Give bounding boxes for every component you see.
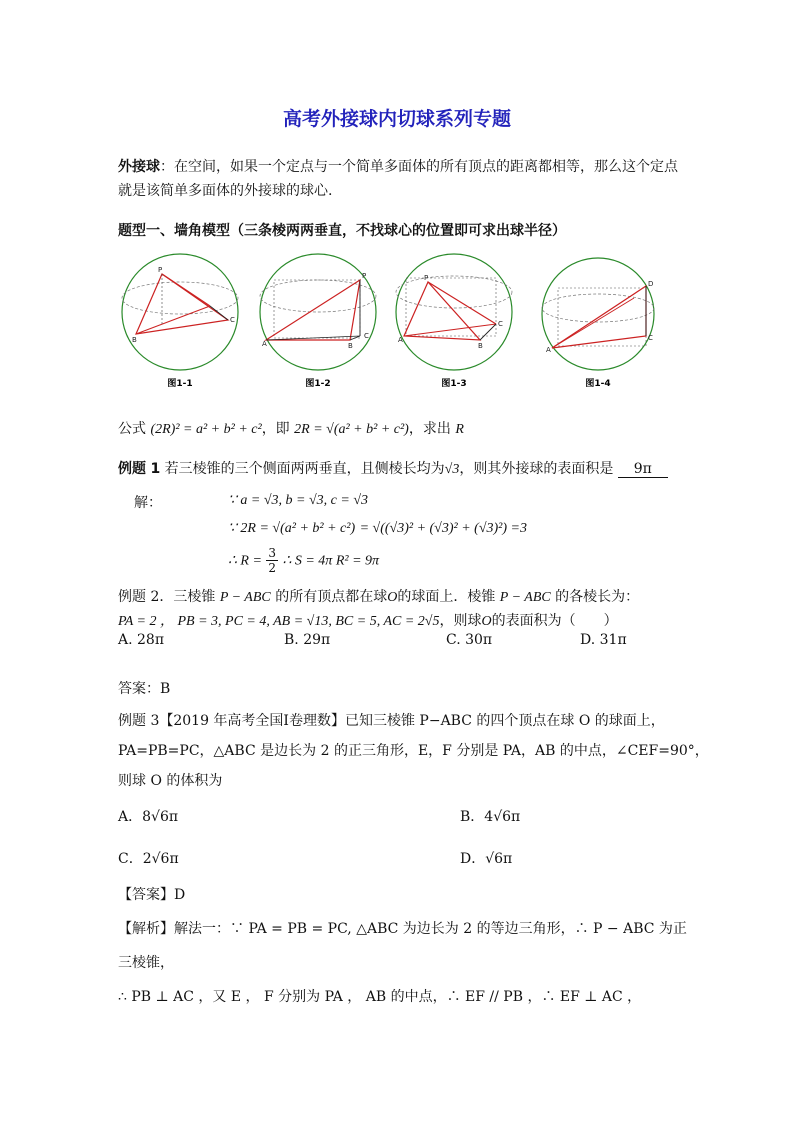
example-1-step-3b: ∴ S = 4π R² = 9π xyxy=(282,553,380,569)
formula-mid: ，即 xyxy=(261,421,290,437)
example-3-analysis-3: ∴ PB ⊥ AC ，又 E ， F 分别为 PA ， AB 的中点，∴ EF // PB ，∴ EF ⊥ AC ， xyxy=(118,989,642,1005)
svg-text:P: P xyxy=(424,274,429,282)
example-3-line-1: 例题 3【2019 年高考全国Ⅰ卷理数】已知三棱锥 P−ABC 的四个顶点在球 O 的球面上， xyxy=(118,713,665,729)
svg-text:C: C xyxy=(498,320,503,328)
fraction-denominator: 2 xyxy=(268,561,276,575)
example-2-option-d: D. 31π xyxy=(580,632,627,648)
example-2-part-a: 例题 2．三棱锥 xyxy=(118,589,216,605)
svg-text:D: D xyxy=(648,280,654,288)
svg-text:C: C xyxy=(230,316,235,324)
example-3-analysis-1: 【解析】解法一：∵ PA = PB = PC, △ABC 为边长为 2 的等边三角形，∴ P − ABC 为正 xyxy=(118,921,687,937)
example-3-answer: 【答案】D xyxy=(118,887,186,903)
example-2-part-b: P − ABC xyxy=(219,590,271,605)
example-1-step-2a: ∵ 2R = √(a² + b² + c²) xyxy=(228,521,356,536)
svg-text:A: A xyxy=(546,346,551,354)
example-3-analysis-2: 三棱锥， xyxy=(118,955,174,971)
example-3-option-b: B．4√6π xyxy=(460,809,521,825)
definition-term: 外接球 xyxy=(118,159,160,175)
formula-eq-1: (2R)² = a² + b² + c² xyxy=(150,422,262,437)
example-3-line-3: 则球 O 的体积为 xyxy=(118,773,223,789)
example-2-part-c: 的所有顶点都在球 xyxy=(275,589,388,605)
svg-text:B: B xyxy=(348,342,353,350)
fraction-numerator: 3 xyxy=(268,546,276,560)
example-1-step-3 xyxy=(228,546,379,575)
example-3-option-c: C．2√6π xyxy=(118,851,179,867)
example-2-line-1 xyxy=(118,586,639,606)
example-2-part-h: ，则球 xyxy=(439,613,482,629)
example-2-part-e: 的球面上．棱锥 xyxy=(397,589,496,605)
svg-text:B: B xyxy=(132,336,137,344)
example-1-step-1: ∵ a = √3, b = √3, c = √3 xyxy=(228,493,369,508)
example-1-text: 若三棱锥的三个侧面两两垂直，且侧棱长均为 xyxy=(164,461,445,477)
example-2-line-2 xyxy=(118,610,618,630)
page-title: 高考外接球内切球系列专题 xyxy=(282,108,511,130)
svg-text:B: B xyxy=(478,342,483,350)
figures-row xyxy=(118,248,678,394)
example-2-part-j: 的表面积为（ ） xyxy=(491,613,618,629)
formula-var: R xyxy=(455,422,464,437)
svg-text:C: C xyxy=(648,334,653,342)
fraction-three-halves xyxy=(266,546,278,575)
svg-text:C: C xyxy=(364,332,369,340)
example-1-answer-blank: 9π xyxy=(618,461,668,478)
formula-suffix: ，求出 xyxy=(408,421,451,437)
figure-1-1 xyxy=(122,254,238,389)
example-2-option-c: C. 30π xyxy=(446,632,493,648)
example-2-answer: 答案：B xyxy=(118,681,171,697)
example-1-step-2 xyxy=(228,520,527,537)
example-2-option-b: B. 29π xyxy=(284,632,331,648)
example-1-step-2b: = √((√3)² + (√3)² + (√3)²) =3 xyxy=(359,521,527,536)
example-2-lengths: PA = 2 ， PB = 3, PC = 4, AB = √13, BC = 5, AC = 2√5 xyxy=(118,614,440,629)
figure-1-3-caption: 图1-3 xyxy=(441,379,467,389)
example-2-part-i: O xyxy=(481,614,492,629)
example-2-part-d: O xyxy=(387,590,398,605)
formula-prefix: 公式 xyxy=(118,421,146,437)
svg-text:P: P xyxy=(362,272,367,280)
example-1-question xyxy=(118,458,668,478)
example-3-option-a: A．8√6π xyxy=(118,809,179,825)
definition-line-2: 就是该简单多面体的外接球的球心. xyxy=(118,183,333,199)
type1-heading: 题型一、墙角模型（三条棱两两垂直，不找球心的位置即可求出球半径） xyxy=(118,223,566,239)
example-2-option-a: A. 28π xyxy=(118,632,165,648)
example-1-number: 1 xyxy=(150,461,161,477)
example-1-step-3a: ∴ R = xyxy=(228,553,262,569)
example-2-part-g: 的各棱长为： xyxy=(555,589,640,605)
figure-1-3 xyxy=(396,254,512,389)
svg-text:P: P xyxy=(158,266,163,274)
formula-line xyxy=(118,418,464,438)
figure-1-2-caption: 图1-2 xyxy=(305,379,331,389)
figure-1-1-caption: 图1-1 xyxy=(167,379,193,389)
example-1-text-2: ，则其外接球的表面积是 xyxy=(459,461,614,477)
figure-1-4 xyxy=(542,258,654,389)
example-3-option-d: D．√6π xyxy=(460,851,513,867)
definition-line-1 xyxy=(118,156,678,176)
svg-text:A: A xyxy=(262,340,267,348)
figure-1-4-caption: 图1-4 xyxy=(585,379,611,389)
formula-eq-2: 2R = √(a² + b² + c²) xyxy=(294,422,409,437)
svg-text:A: A xyxy=(398,336,403,344)
example-1-solution-label: 解： xyxy=(134,495,162,511)
definition-text: ：在空间，如果一个定点与一个简单多面体的所有顶点的距离都相等，那么这个定点 xyxy=(160,159,678,175)
example-1-value: √3 xyxy=(444,462,460,477)
figure-1-2 xyxy=(260,254,376,389)
example-3-line-2: PA=PB=PC，△ABC 是边长为 2 的正三角形，E，F 分别是 PA，AB 的中点，∠CEF=90°， xyxy=(118,743,709,759)
example-1-label: 例题 xyxy=(118,461,146,477)
example-2-part-f: P − ABC xyxy=(499,590,551,605)
